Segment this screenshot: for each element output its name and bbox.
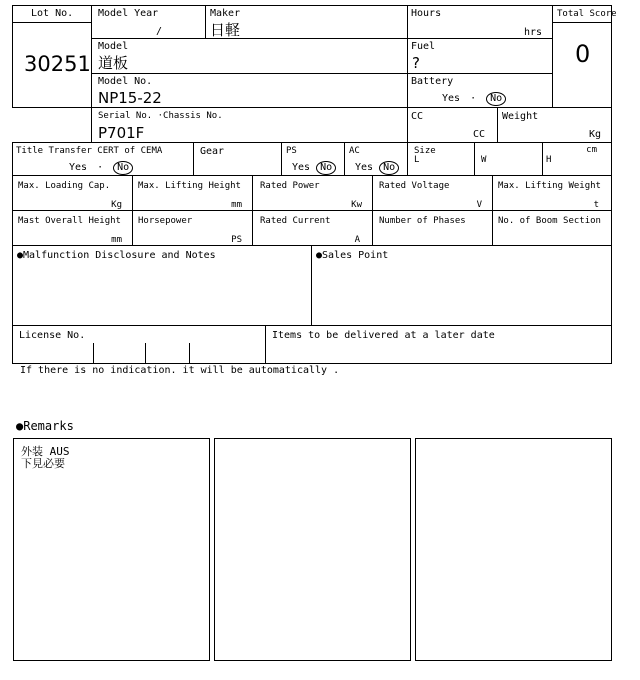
horsepower-cell xyxy=(132,210,253,246)
hours-unit: hrs xyxy=(523,27,542,38)
cc-unit: CC xyxy=(472,129,485,140)
rated-current-label: Rated Current xyxy=(260,216,331,226)
fuel-cell xyxy=(407,38,553,74)
lifting-weight-unit: t xyxy=(593,200,599,210)
ac-no: No xyxy=(379,161,399,175)
ps-no: No xyxy=(316,161,336,175)
total-score-cell xyxy=(552,5,617,108)
total-score-value: 0 xyxy=(575,40,591,68)
model-year-value: / xyxy=(156,26,163,37)
weight-cell xyxy=(497,107,612,143)
loading-cap-label: Max. Loading Cap. xyxy=(18,181,111,191)
phases-label: Number of Phases xyxy=(379,216,466,226)
boom-section-label: No. of Boom Section xyxy=(498,216,601,226)
remarks-box-2 xyxy=(214,438,411,661)
lot-cell xyxy=(12,5,92,108)
lifting-weight-cell xyxy=(492,175,612,211)
model-no-cell xyxy=(91,73,408,108)
fuel-value: ? xyxy=(412,54,420,72)
hours-cell xyxy=(407,5,553,39)
size-l: L xyxy=(414,155,420,165)
cc-cell xyxy=(407,107,498,143)
remarks-line-2: 下見必要 xyxy=(21,457,65,470)
ps-label: PS xyxy=(286,146,297,156)
remarks-line-1: 外装 AUS xyxy=(21,445,70,458)
later-delivery-label: Items to be delivered at a later date xyxy=(272,330,495,341)
size-label: Size xyxy=(414,146,436,156)
license-label: License No. xyxy=(19,330,86,341)
model-no-label: Model No. xyxy=(98,76,153,87)
ps-yes: Yes xyxy=(292,162,311,173)
battery-sep: · xyxy=(470,93,477,104)
lifting-height-cell xyxy=(132,175,253,211)
rated-voltage-unit: V xyxy=(476,200,482,210)
remarks-box-1 xyxy=(13,438,210,661)
mast-height-label: Mast Overall Height xyxy=(18,216,121,226)
title-sep: · xyxy=(97,162,104,173)
phases-cell xyxy=(372,210,493,246)
horsepower-unit: PS xyxy=(231,235,242,245)
license-box xyxy=(12,325,266,364)
boom-section-cell xyxy=(492,210,612,246)
title-transfer-label: Title Transfer CERT of CEMA xyxy=(16,146,163,156)
cc-label: CC xyxy=(411,111,424,122)
ac-label: AC xyxy=(349,146,360,156)
size-h: H xyxy=(546,155,552,165)
rated-power-cell xyxy=(252,175,373,211)
ps-cell xyxy=(281,142,345,176)
weight-label: Weight xyxy=(502,111,539,122)
sales-point-label: ●Sales Point xyxy=(316,250,389,261)
battery-yes: Yes xyxy=(442,93,461,104)
serial-value: P701F xyxy=(98,124,145,142)
rated-power-label: Rated Power xyxy=(260,181,320,191)
title-transfer-cell xyxy=(12,142,194,176)
maker-cell xyxy=(205,5,408,39)
gear-cell xyxy=(193,142,282,176)
malfunction-notes-box xyxy=(12,245,312,326)
rated-current-cell xyxy=(252,210,373,246)
remarks-heading: ●Remarks xyxy=(16,419,74,433)
model-cell xyxy=(91,38,408,74)
battery-label: Battery xyxy=(411,76,454,87)
fuel-label: Fuel xyxy=(411,41,436,52)
mast-height-unit: mm xyxy=(111,235,122,245)
footnote: If there is no indication. it will be automatically . xyxy=(20,365,340,376)
model-label: Model xyxy=(98,41,129,52)
ac-yes: Yes xyxy=(355,162,374,173)
malfunction-label: ●Malfunction Disclosure and Notes xyxy=(17,250,216,261)
lot-label: Lot No. xyxy=(31,8,74,19)
loading-cap-unit: Kg xyxy=(111,200,122,210)
total-score-label: Total Score xyxy=(557,9,617,19)
model-year-cell xyxy=(91,5,206,39)
model-no-value: NP15-22 xyxy=(98,89,162,107)
maker-label: Maker xyxy=(210,8,241,19)
later-delivery-box xyxy=(265,325,612,364)
title-yes: Yes xyxy=(69,162,88,173)
rated-voltage-label: Rated Voltage xyxy=(379,181,450,191)
model-year-label: Model Year xyxy=(98,8,159,19)
rated-current-unit: A xyxy=(354,235,360,245)
lifting-weight-label: Max. Lifting Weight xyxy=(498,181,601,191)
battery-no: No xyxy=(486,92,506,106)
maker-value: 日軽 xyxy=(210,21,241,39)
ac-cell xyxy=(344,142,408,176)
weight-unit: Kg xyxy=(588,129,601,140)
serial-label: Serial No. ·Chassis No. xyxy=(98,111,223,121)
lifting-height-label: Max. Lifting Height xyxy=(138,181,241,191)
sales-point-box xyxy=(311,245,612,326)
loading-cap-cell xyxy=(12,175,133,211)
rated-power-unit: Kw xyxy=(351,200,362,210)
size-unit: cm xyxy=(586,145,597,155)
size-cell xyxy=(407,142,612,176)
gear-label: Gear xyxy=(200,146,225,157)
serial-cell xyxy=(91,107,408,143)
size-w: W xyxy=(481,155,487,165)
remarks-box-3 xyxy=(415,438,612,661)
lot-value: 30251 xyxy=(24,52,91,76)
model-value: 道板 xyxy=(98,54,129,72)
hours-label: Hours xyxy=(411,8,442,19)
mast-height-cell xyxy=(12,210,133,246)
title-no: No xyxy=(113,161,133,175)
horsepower-label: Horsepower xyxy=(138,216,193,226)
battery-cell xyxy=(407,73,553,108)
rated-voltage-cell xyxy=(372,175,493,211)
lifting-height-unit: mm xyxy=(231,200,242,210)
